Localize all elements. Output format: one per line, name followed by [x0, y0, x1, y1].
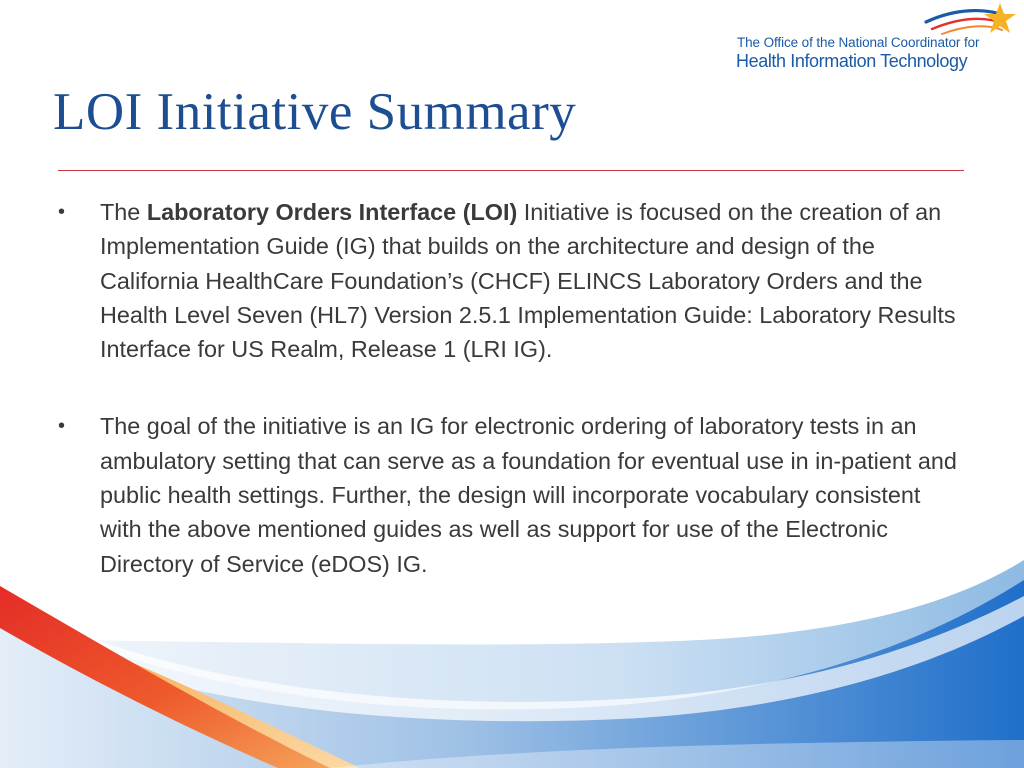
bullet-text: Initiative is focused on the creation of an Implementation Guide (IG) that builds on the architecture and design of the California HealthCare Foundation’s (CHCF) ELINCS Laboratory Orders and the Health Level Seven (HL7) Version 2.5.1 Implementation Guide: Laboratory Results Interface for US Realm, Release 1 (LRI IG). — [100, 199, 956, 363]
bullet-marker: • — [58, 415, 66, 438]
bullet-intro: The — [100, 199, 141, 225]
onc-logo — [736, 2, 1020, 72]
bullet-loi-overview — [58, 195, 968, 366]
title-divider — [58, 170, 964, 171]
logo-line-office: The Office of the National Coordinator for — [737, 35, 980, 50]
bullet-bold-term: Laboratory Orders Interface (LOI) — [146, 199, 518, 225]
slide-body — [58, 195, 968, 581]
bullet-marker: • — [58, 201, 66, 223]
bullet-text: The goal of the initiative is an IG for electronic ordering of laboratory tests in an ambulatory setting that can serve as a foundation for eventual use in in-patient and public health settings. Further, the design will incorporate vocabulary consistent with the above mentioned guides as well as support for use of the Electronic Directory of Service (eDOS) IG. — [100, 413, 957, 577]
logo-line-health-it: Health Information Technology — [736, 51, 968, 71]
slide-title: LOI Initiative Summary — [53, 83, 577, 141]
bullet-initiative-goal — [58, 409, 968, 580]
